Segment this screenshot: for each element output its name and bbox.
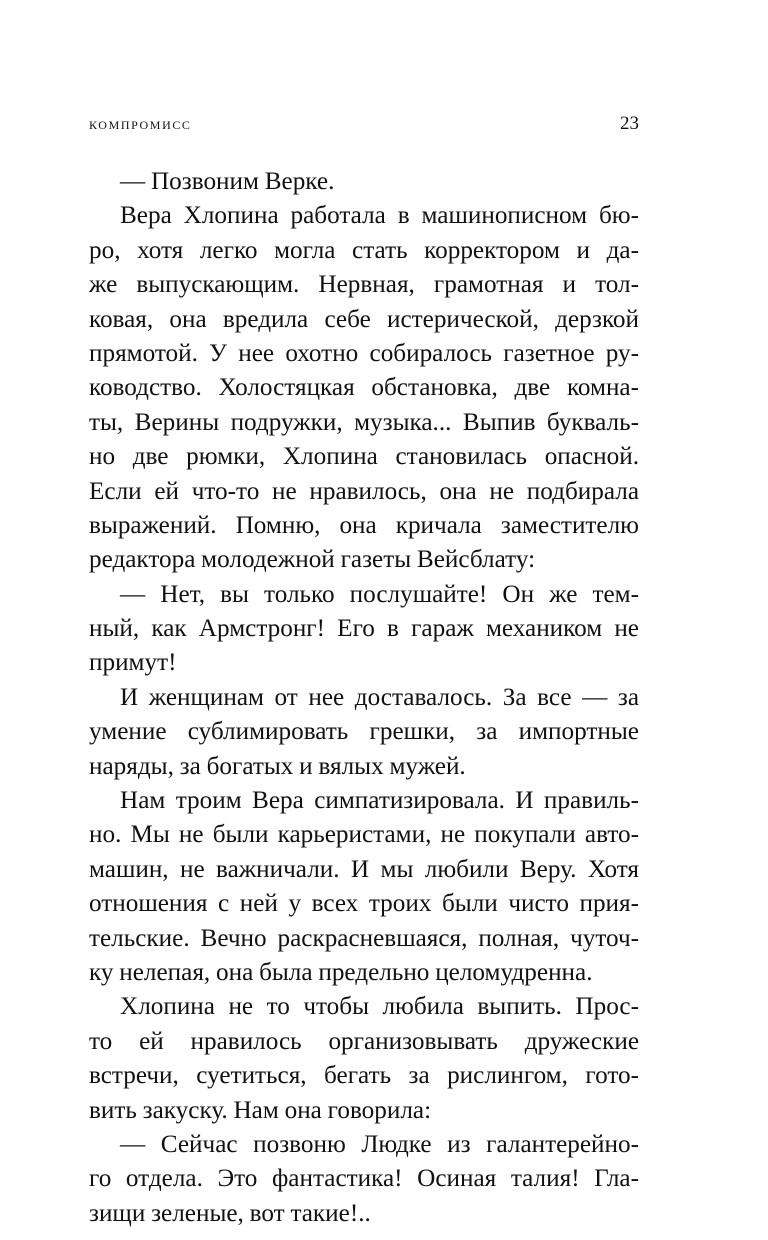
text-line: — Нет, вы только послушайте! Он же тем-: [120, 580, 639, 608]
page-header: [89, 112, 639, 140]
text-line: редактора молодежной газеты Вейсблату:: [89, 546, 536, 574]
text-line: же выпускающим. Нервная, грамотная и тол-: [89, 271, 639, 299]
text-line: наряды, за богатых и вялых мужей.: [89, 752, 466, 780]
text-line: тельские. Вечно раскрасневшаяся, полная, чуточ-: [89, 924, 639, 952]
text-line: ковая, она вредила себе истерической, дерзкой: [89, 305, 639, 333]
text-line: умение сублимировать грешки, за импортные: [89, 718, 639, 746]
text-line: Если ей что-то не нравилось, она не подбирала: [89, 477, 639, 505]
text-line: отношения с ней у всех троих были чисто прия-: [89, 890, 639, 918]
text-line: Нам троим Вера симпатизировала. И правиль-: [120, 787, 639, 815]
text-line: ку нелепая, она была предельно целомудренна.: [89, 958, 593, 986]
text-line: выражений. Помню, она кричала заместителю: [89, 511, 639, 539]
text-line: Хлопина не то чтобы любила выпить. Прос-: [120, 993, 639, 1021]
text-line: — Позвоним Верке.: [120, 168, 335, 195]
page-number: 23: [620, 113, 639, 134]
text-line: зищи зеленые, вот такие!..: [89, 1199, 371, 1227]
text-line: ро, хотя легко могла стать корректором и да-: [89, 236, 639, 264]
body-text: [89, 165, 639, 1231]
text-line: но. Мы не были карьеристами, не покупали авто-: [89, 821, 639, 849]
text-line: ный, как Армстронг! Его в гараж механиком не: [89, 615, 639, 643]
text-line: прямотой. У нее охотно собиралось газетное ру-: [89, 339, 639, 367]
text-line: И женщинам от нее доставалось. За все — за: [120, 683, 639, 711]
text-line: ководство. Холостяцкая обстановка, две комна-: [89, 374, 639, 402]
text-line: ты, Верины подружки, музыка... Выпив букваль-: [89, 408, 639, 436]
running-title: компромисс: [89, 114, 192, 133]
text-line: го отдела. Это фантастика! Осиная талия! Гла-: [89, 1165, 639, 1193]
text-line: вить закуску. Нам она говорила:: [89, 1096, 432, 1124]
text-line: то ей нравилось организовывать дружеские: [89, 1027, 639, 1055]
text-line: машин, не важничали. И мы любили Веру. Хотя: [89, 855, 639, 883]
text-line: примут!: [89, 649, 177, 677]
text-line: — Сейчас позвоню Людке из галантерейно-: [120, 1130, 639, 1158]
text-line: Вера Хлопина работала в машинописном бю-: [120, 202, 639, 230]
text-line: встречи, суетиться, бегать за рислингом, гото-: [89, 1062, 639, 1090]
text-line: но две рюмки, Хлопина становилась опасной.: [89, 443, 639, 471]
